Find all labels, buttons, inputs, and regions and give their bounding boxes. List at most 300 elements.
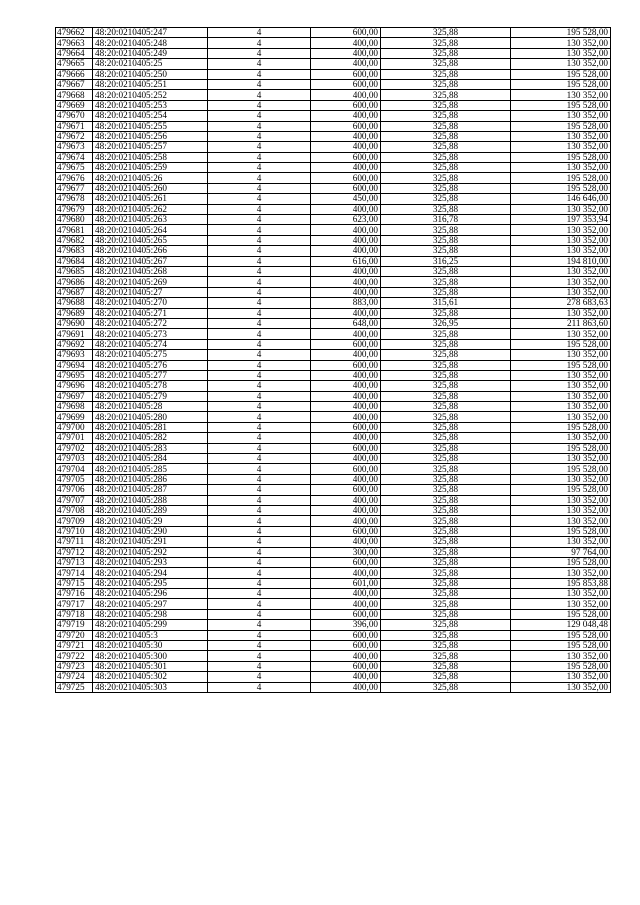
- value-cell: 130 352,00: [511, 59, 611, 69]
- cadastral-number-cell: 48:20:0210405:28: [93, 402, 208, 412]
- cadastral-number-cell: 48:20:0210405:299: [93, 620, 208, 630]
- rate-cell: 316,25: [381, 256, 511, 266]
- cadastral-number-cell: 48:20:0210405:280: [93, 412, 208, 422]
- table-row: [56, 163, 611, 173]
- table-row: [56, 111, 611, 121]
- category-cell: 4: [208, 412, 311, 422]
- area-cell: 400,00: [311, 225, 381, 235]
- value-cell: 195 528,00: [511, 485, 611, 495]
- rate-cell: 325,88: [381, 682, 511, 692]
- row-id-cell: 479715: [56, 578, 93, 588]
- cadastral-number-cell: 48:20:0210405:279: [93, 391, 208, 401]
- category-cell: 4: [208, 454, 311, 464]
- category-cell: 4: [208, 350, 311, 360]
- value-cell: 195 528,00: [511, 339, 611, 349]
- row-id-cell: 479719: [56, 620, 93, 630]
- area-cell: 648,00: [311, 318, 381, 328]
- table-row: [56, 412, 611, 422]
- value-cell: 195 528,00: [511, 100, 611, 110]
- category-cell: 4: [208, 204, 311, 214]
- row-id-cell: 479671: [56, 121, 93, 131]
- cadastral-number-cell: 48:20:0210405:25: [93, 59, 208, 69]
- category-cell: 4: [208, 370, 311, 380]
- rate-cell: 325,88: [381, 277, 511, 287]
- area-cell: 600,00: [311, 121, 381, 131]
- row-id-cell: 479710: [56, 526, 93, 536]
- rate-cell: 325,88: [381, 38, 511, 48]
- row-id-cell: 479669: [56, 100, 93, 110]
- value-cell: 130 352,00: [511, 287, 611, 297]
- value-cell: 146 646,00: [511, 194, 611, 204]
- row-id-cell: 479707: [56, 495, 93, 505]
- value-cell: 129 048,48: [511, 620, 611, 630]
- value-cell: 130 352,00: [511, 433, 611, 443]
- rate-cell: 325,88: [381, 589, 511, 599]
- table-row: [56, 433, 611, 443]
- area-cell: 400,00: [311, 672, 381, 682]
- table-row: [56, 537, 611, 547]
- value-cell: 278 683,63: [511, 298, 611, 308]
- value-cell: 195 528,00: [511, 183, 611, 193]
- row-id-cell: 479698: [56, 402, 93, 412]
- value-cell: 130 352,00: [511, 111, 611, 121]
- row-id-cell: 479694: [56, 360, 93, 370]
- row-id-cell: 479673: [56, 142, 93, 152]
- category-cell: 4: [208, 298, 311, 308]
- area-cell: 400,00: [311, 204, 381, 214]
- value-cell: 195 853,88: [511, 578, 611, 588]
- rate-cell: 325,88: [381, 433, 511, 443]
- category-cell: 4: [208, 516, 311, 526]
- table-row: [56, 266, 611, 276]
- value-cell: 130 352,00: [511, 163, 611, 173]
- rate-cell: 325,88: [381, 329, 511, 339]
- cadastral-number-cell: 48:20:0210405:251: [93, 79, 208, 89]
- area-cell: 600,00: [311, 443, 381, 453]
- row-id-cell: 479701: [56, 433, 93, 443]
- value-cell: 195 528,00: [511, 152, 611, 162]
- area-cell: 883,00: [311, 298, 381, 308]
- cadastral-number-cell: 48:20:0210405:247: [93, 28, 208, 38]
- value-cell: 195 528,00: [511, 121, 611, 131]
- category-cell: 4: [208, 547, 311, 557]
- category-cell: 4: [208, 173, 311, 183]
- row-id-cell: 479724: [56, 672, 93, 682]
- table-row: [56, 194, 611, 204]
- cadastral-number-cell: 48:20:0210405:298: [93, 609, 208, 619]
- category-cell: 4: [208, 568, 311, 578]
- row-id-cell: 479711: [56, 537, 93, 547]
- value-cell: 130 352,00: [511, 277, 611, 287]
- category-cell: 4: [208, 402, 311, 412]
- cadastral-number-cell: 48:20:0210405:253: [93, 100, 208, 110]
- rate-cell: 325,88: [381, 672, 511, 682]
- category-cell: 4: [208, 578, 311, 588]
- cadastral-number-cell: 48:20:0210405:294: [93, 568, 208, 578]
- rate-cell: 325,88: [381, 609, 511, 619]
- cadastral-number-cell: 48:20:0210405:300: [93, 651, 208, 661]
- row-id-cell: 479725: [56, 682, 93, 692]
- rate-cell: 325,88: [381, 163, 511, 173]
- rate-cell: 325,88: [381, 266, 511, 276]
- row-id-cell: 479721: [56, 641, 93, 651]
- value-cell: 130 352,00: [511, 38, 611, 48]
- category-cell: 4: [208, 266, 311, 276]
- value-cell: 130 352,00: [511, 308, 611, 318]
- cadastral-number-cell: 48:20:0210405:281: [93, 422, 208, 432]
- area-cell: 400,00: [311, 38, 381, 48]
- row-id-cell: 479716: [56, 589, 93, 599]
- rate-cell: 325,88: [381, 620, 511, 630]
- row-id-cell: 479690: [56, 318, 93, 328]
- rate-cell: 325,88: [381, 474, 511, 484]
- row-id-cell: 479693: [56, 350, 93, 360]
- table-row: [56, 329, 611, 339]
- table-row: [56, 454, 611, 464]
- table-row: [56, 672, 611, 682]
- value-cell: 130 352,00: [511, 381, 611, 391]
- category-cell: 4: [208, 599, 311, 609]
- area-cell: 600,00: [311, 152, 381, 162]
- rate-cell: 325,88: [381, 505, 511, 515]
- value-cell: 195 528,00: [511, 557, 611, 567]
- area-cell: 601,00: [311, 578, 381, 588]
- category-cell: 4: [208, 557, 311, 567]
- cadastral-number-cell: 48:20:0210405:264: [93, 225, 208, 235]
- rate-cell: 325,88: [381, 142, 511, 152]
- category-cell: 4: [208, 443, 311, 453]
- area-cell: 400,00: [311, 589, 381, 599]
- category-cell: 4: [208, 526, 311, 536]
- category-cell: 4: [208, 121, 311, 131]
- row-id-cell: 479718: [56, 609, 93, 619]
- cadastral-number-cell: 48:20:0210405:296: [93, 589, 208, 599]
- table-row: [56, 28, 611, 38]
- row-id-cell: 479699: [56, 412, 93, 422]
- cadastral-number-cell: 48:20:0210405:254: [93, 111, 208, 121]
- area-cell: 600,00: [311, 485, 381, 495]
- area-cell: 400,00: [311, 287, 381, 297]
- category-cell: 4: [208, 246, 311, 256]
- rate-cell: 325,88: [381, 485, 511, 495]
- table-row: [56, 402, 611, 412]
- cadastral-number-cell: 48:20:0210405:260: [93, 183, 208, 193]
- table-body: [56, 28, 611, 693]
- category-cell: 4: [208, 28, 311, 38]
- cadastral-number-cell: 48:20:0210405:276: [93, 360, 208, 370]
- area-cell: 400,00: [311, 370, 381, 380]
- area-cell: 600,00: [311, 339, 381, 349]
- rate-cell: 325,88: [381, 557, 511, 567]
- cadastral-number-cell: 48:20:0210405:289: [93, 505, 208, 515]
- area-cell: 400,00: [311, 111, 381, 121]
- category-cell: 4: [208, 79, 311, 89]
- value-cell: 130 352,00: [511, 454, 611, 464]
- table-row: [56, 526, 611, 536]
- row-id-cell: 479687: [56, 287, 93, 297]
- row-id-cell: 479662: [56, 28, 93, 38]
- row-id-cell: 479700: [56, 422, 93, 432]
- rate-cell: 325,88: [381, 526, 511, 536]
- rate-cell: 325,88: [381, 516, 511, 526]
- value-cell: 195 528,00: [511, 609, 611, 619]
- rate-cell: 325,88: [381, 183, 511, 193]
- rate-cell: 325,88: [381, 225, 511, 235]
- cadastral-number-cell: 48:20:0210405:263: [93, 215, 208, 225]
- table-row: [56, 215, 611, 225]
- rate-cell: 325,88: [381, 547, 511, 557]
- table-row: [56, 443, 611, 453]
- cadastral-number-cell: 48:20:0210405:29: [93, 516, 208, 526]
- area-cell: 300,00: [311, 547, 381, 557]
- table-row: [56, 204, 611, 214]
- cadastral-number-cell: 48:20:0210405:261: [93, 194, 208, 204]
- category-cell: 4: [208, 360, 311, 370]
- table-row: [56, 589, 611, 599]
- area-cell: 400,00: [311, 391, 381, 401]
- value-cell: 130 352,00: [511, 516, 611, 526]
- area-cell: 396,00: [311, 620, 381, 630]
- area-cell: 400,00: [311, 474, 381, 484]
- row-id-cell: 479664: [56, 48, 93, 58]
- cadastral-number-cell: 48:20:0210405:302: [93, 672, 208, 682]
- area-cell: 623,00: [311, 215, 381, 225]
- area-cell: 400,00: [311, 48, 381, 58]
- category-cell: 4: [208, 163, 311, 173]
- area-cell: 400,00: [311, 433, 381, 443]
- rate-cell: 325,88: [381, 152, 511, 162]
- value-cell: 194 810,00: [511, 256, 611, 266]
- area-cell: 400,00: [311, 235, 381, 245]
- rate-cell: 325,88: [381, 443, 511, 453]
- table-row: [56, 256, 611, 266]
- row-id-cell: 479663: [56, 38, 93, 48]
- cadastral-number-cell: 48:20:0210405:3: [93, 630, 208, 640]
- category-cell: 4: [208, 661, 311, 671]
- category-cell: 4: [208, 474, 311, 484]
- rate-cell: 325,88: [381, 661, 511, 671]
- rate-cell: 325,88: [381, 48, 511, 58]
- area-cell: 400,00: [311, 246, 381, 256]
- rate-cell: 325,88: [381, 287, 511, 297]
- cadastral-number-cell: 48:20:0210405:250: [93, 69, 208, 79]
- cadastral-number-cell: 48:20:0210405:285: [93, 464, 208, 474]
- value-cell: 130 352,00: [511, 495, 611, 505]
- cadastral-number-cell: 48:20:0210405:256: [93, 131, 208, 141]
- row-id-cell: 479705: [56, 474, 93, 484]
- table-row: [56, 318, 611, 328]
- rate-cell: 326,95: [381, 318, 511, 328]
- row-id-cell: 479672: [56, 131, 93, 141]
- area-cell: 400,00: [311, 308, 381, 318]
- rate-cell: 325,88: [381, 90, 511, 100]
- rate-cell: 325,88: [381, 391, 511, 401]
- value-cell: 130 352,00: [511, 266, 611, 276]
- area-cell: 400,00: [311, 537, 381, 547]
- area-cell: 600,00: [311, 609, 381, 619]
- cadastral-number-cell: 48:20:0210405:297: [93, 599, 208, 609]
- cadastral-number-cell: 48:20:0210405:290: [93, 526, 208, 536]
- category-cell: 4: [208, 495, 311, 505]
- table-row: [56, 651, 611, 661]
- area-cell: 600,00: [311, 641, 381, 651]
- value-cell: 130 352,00: [511, 474, 611, 484]
- table-row: [56, 516, 611, 526]
- category-cell: 4: [208, 318, 311, 328]
- table-row: [56, 464, 611, 474]
- cadastral-number-cell: 48:20:0210405:257: [93, 142, 208, 152]
- rate-cell: 325,88: [381, 204, 511, 214]
- cadastral-number-cell: 48:20:0210405:292: [93, 547, 208, 557]
- table-row: [56, 100, 611, 110]
- category-cell: 4: [208, 537, 311, 547]
- row-id-cell: 479691: [56, 329, 93, 339]
- cadastral-number-cell: 48:20:0210405:275: [93, 350, 208, 360]
- category-cell: 4: [208, 329, 311, 339]
- row-id-cell: 479697: [56, 391, 93, 401]
- cadastral-number-cell: 48:20:0210405:288: [93, 495, 208, 505]
- area-cell: 600,00: [311, 526, 381, 536]
- value-cell: 130 352,00: [511, 370, 611, 380]
- category-cell: 4: [208, 152, 311, 162]
- cadastral-number-cell: 48:20:0210405:293: [93, 557, 208, 567]
- value-cell: 197 353,94: [511, 215, 611, 225]
- cadastral-number-cell: 48:20:0210405:30: [93, 641, 208, 651]
- table-row: [56, 557, 611, 567]
- row-id-cell: 479665: [56, 59, 93, 69]
- value-cell: 97 764,00: [511, 547, 611, 557]
- rate-cell: 325,88: [381, 69, 511, 79]
- rate-cell: 325,88: [381, 308, 511, 318]
- row-id-cell: 479667: [56, 79, 93, 89]
- table-row: [56, 599, 611, 609]
- value-cell: 130 352,00: [511, 142, 611, 152]
- cadastral-number-cell: 48:20:0210405:272: [93, 318, 208, 328]
- rate-cell: 325,88: [381, 537, 511, 547]
- row-id-cell: 479703: [56, 454, 93, 464]
- cadastral-number-cell: 48:20:0210405:270: [93, 298, 208, 308]
- value-cell: 211 863,60: [511, 318, 611, 328]
- value-cell: 195 528,00: [511, 641, 611, 651]
- cadastral-number-cell: 48:20:0210405:258: [93, 152, 208, 162]
- cadastral-number-cell: 48:20:0210405:291: [93, 537, 208, 547]
- row-id-cell: 479674: [56, 152, 93, 162]
- area-cell: 400,00: [311, 568, 381, 578]
- row-id-cell: 479709: [56, 516, 93, 526]
- cadastral-number-cell: 48:20:0210405:265: [93, 235, 208, 245]
- rate-cell: 325,88: [381, 464, 511, 474]
- area-cell: 400,00: [311, 266, 381, 276]
- area-cell: 400,00: [311, 142, 381, 152]
- area-cell: 400,00: [311, 599, 381, 609]
- table-row: [56, 547, 611, 557]
- cadastral-number-cell: 48:20:0210405:277: [93, 370, 208, 380]
- value-cell: 195 528,00: [511, 28, 611, 38]
- rate-cell: 325,88: [381, 121, 511, 131]
- rate-cell: 325,88: [381, 235, 511, 245]
- area-cell: 600,00: [311, 183, 381, 193]
- value-cell: 130 352,00: [511, 568, 611, 578]
- table-row: [56, 578, 611, 588]
- area-cell: 400,00: [311, 163, 381, 173]
- cadastral-number-cell: 48:20:0210405:255: [93, 121, 208, 131]
- rate-cell: 325,88: [381, 381, 511, 391]
- rate-cell: 325,88: [381, 568, 511, 578]
- category-cell: 4: [208, 651, 311, 661]
- category-cell: 4: [208, 485, 311, 495]
- category-cell: 4: [208, 142, 311, 152]
- rate-cell: 325,88: [381, 495, 511, 505]
- table-row: [56, 661, 611, 671]
- area-cell: 400,00: [311, 682, 381, 692]
- area-cell: 600,00: [311, 464, 381, 474]
- table-row: [56, 350, 611, 360]
- table-row: [56, 298, 611, 308]
- rate-cell: 325,88: [381, 59, 511, 69]
- area-cell: 600,00: [311, 630, 381, 640]
- row-id-cell: 479685: [56, 266, 93, 276]
- rate-cell: 325,88: [381, 402, 511, 412]
- table-row: [56, 59, 611, 69]
- table-row: [56, 79, 611, 89]
- table-row: [56, 370, 611, 380]
- value-cell: 195 528,00: [511, 443, 611, 453]
- rate-cell: 325,88: [381, 28, 511, 38]
- value-cell: 130 352,00: [511, 246, 611, 256]
- rate-cell: 325,88: [381, 360, 511, 370]
- row-id-cell: 479679: [56, 204, 93, 214]
- row-id-cell: 479714: [56, 568, 93, 578]
- row-id-cell: 479720: [56, 630, 93, 640]
- rate-cell: 325,88: [381, 79, 511, 89]
- cadastral-number-cell: 48:20:0210405:274: [93, 339, 208, 349]
- value-cell: 130 352,00: [511, 350, 611, 360]
- rate-cell: 325,88: [381, 578, 511, 588]
- table-row: [56, 90, 611, 100]
- table-row: [56, 620, 611, 630]
- category-cell: 4: [208, 111, 311, 121]
- value-cell: 130 352,00: [511, 589, 611, 599]
- table-row: [56, 48, 611, 58]
- category-cell: 4: [208, 38, 311, 48]
- rate-cell: 315,61: [381, 298, 511, 308]
- rate-cell: 325,88: [381, 651, 511, 661]
- area-cell: 400,00: [311, 402, 381, 412]
- row-id-cell: 479704: [56, 464, 93, 474]
- row-id-cell: 479696: [56, 381, 93, 391]
- value-cell: 130 352,00: [511, 682, 611, 692]
- row-id-cell: 479680: [56, 215, 93, 225]
- category-cell: 4: [208, 391, 311, 401]
- cadastral-number-cell: 48:20:0210405:273: [93, 329, 208, 339]
- row-id-cell: 479706: [56, 485, 93, 495]
- area-cell: 600,00: [311, 422, 381, 432]
- category-cell: 4: [208, 630, 311, 640]
- row-id-cell: 479684: [56, 256, 93, 266]
- category-cell: 4: [208, 381, 311, 391]
- area-cell: 400,00: [311, 412, 381, 422]
- category-cell: 4: [208, 589, 311, 599]
- row-id-cell: 479683: [56, 246, 93, 256]
- row-id-cell: 479670: [56, 111, 93, 121]
- cadastral-number-cell: 48:20:0210405:295: [93, 578, 208, 588]
- cadastral-number-cell: 48:20:0210405:278: [93, 381, 208, 391]
- area-cell: 600,00: [311, 360, 381, 370]
- area-cell: 450,00: [311, 194, 381, 204]
- table-row: [56, 235, 611, 245]
- table-row: [56, 225, 611, 235]
- table-row: [56, 38, 611, 48]
